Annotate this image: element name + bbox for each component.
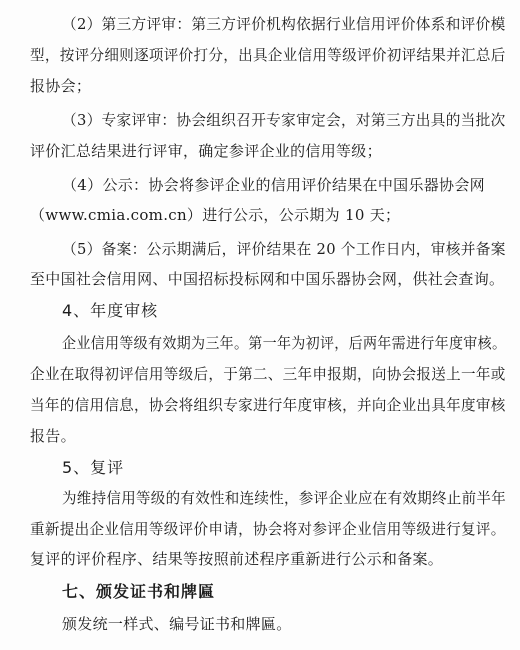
paragraph-line: （4）公示：协会将参评企业的信用评价结果在中国乐器协会网	[62, 176, 485, 194]
paragraph-line: 至中国社会信用网、中国招标投标网和中国乐器协会网，供社会查询。	[30, 270, 505, 288]
paragraph-line: 颁发统一样式、编号证书和牌匾。	[62, 615, 292, 633]
paragraph-line: 复评的评价程序、结果等按照前述程序重新进行公示和备案。	[30, 550, 444, 568]
paragraph-line: 当年的信用信息，协会将组织专家进行年度审核，并向企业出具年度审核	[30, 396, 506, 414]
paragraph-line: （2）第三方评审：第三方评价机构依据行业信用评价体系和评价模	[62, 15, 506, 33]
paragraph-line: 为维持信用等级的有效性和连续性，参评企业应在有效期终止前半年	[62, 489, 507, 507]
paragraph-line: 企业信用等级有效期为三年。第一年为初评，后两年需进行年度审核。	[62, 334, 507, 352]
paragraph-line: （3）专家评审：协会组织召开专家审定会，对第三方出具的当批次	[62, 111, 506, 129]
chapter-heading: 七、颁发证书和牌匾	[62, 582, 216, 601]
paragraph-line: （5）备案：公示期满后，评价结果在 20 个工作日内，审核并备案	[62, 240, 506, 258]
paragraph-line: 报协会；	[30, 77, 92, 95]
paragraph-line: 型，按评分细则逐项评价打分，出具企业信用等级评价初评结果并汇总后	[30, 46, 506, 64]
paragraph-line: （www.cmia.com.cn）进行公示，公示期为 10 天；	[30, 206, 401, 224]
section-heading: 4、年度审核	[62, 301, 159, 320]
paragraph-line: 企业在取得初评信用等级后，于第二、三年申报期，向协会报送上一年或	[30, 365, 506, 383]
paragraph-line: 报告。	[30, 427, 76, 445]
paragraph-line: 评价汇总结果进行评审，确定参评企业的信用等级；	[30, 142, 382, 160]
paragraph-line: 重新提出企业信用等级评价申请，协会将对参评企业信用等级进行复评。	[30, 520, 506, 538]
section-heading: 5、复评	[62, 458, 125, 477]
